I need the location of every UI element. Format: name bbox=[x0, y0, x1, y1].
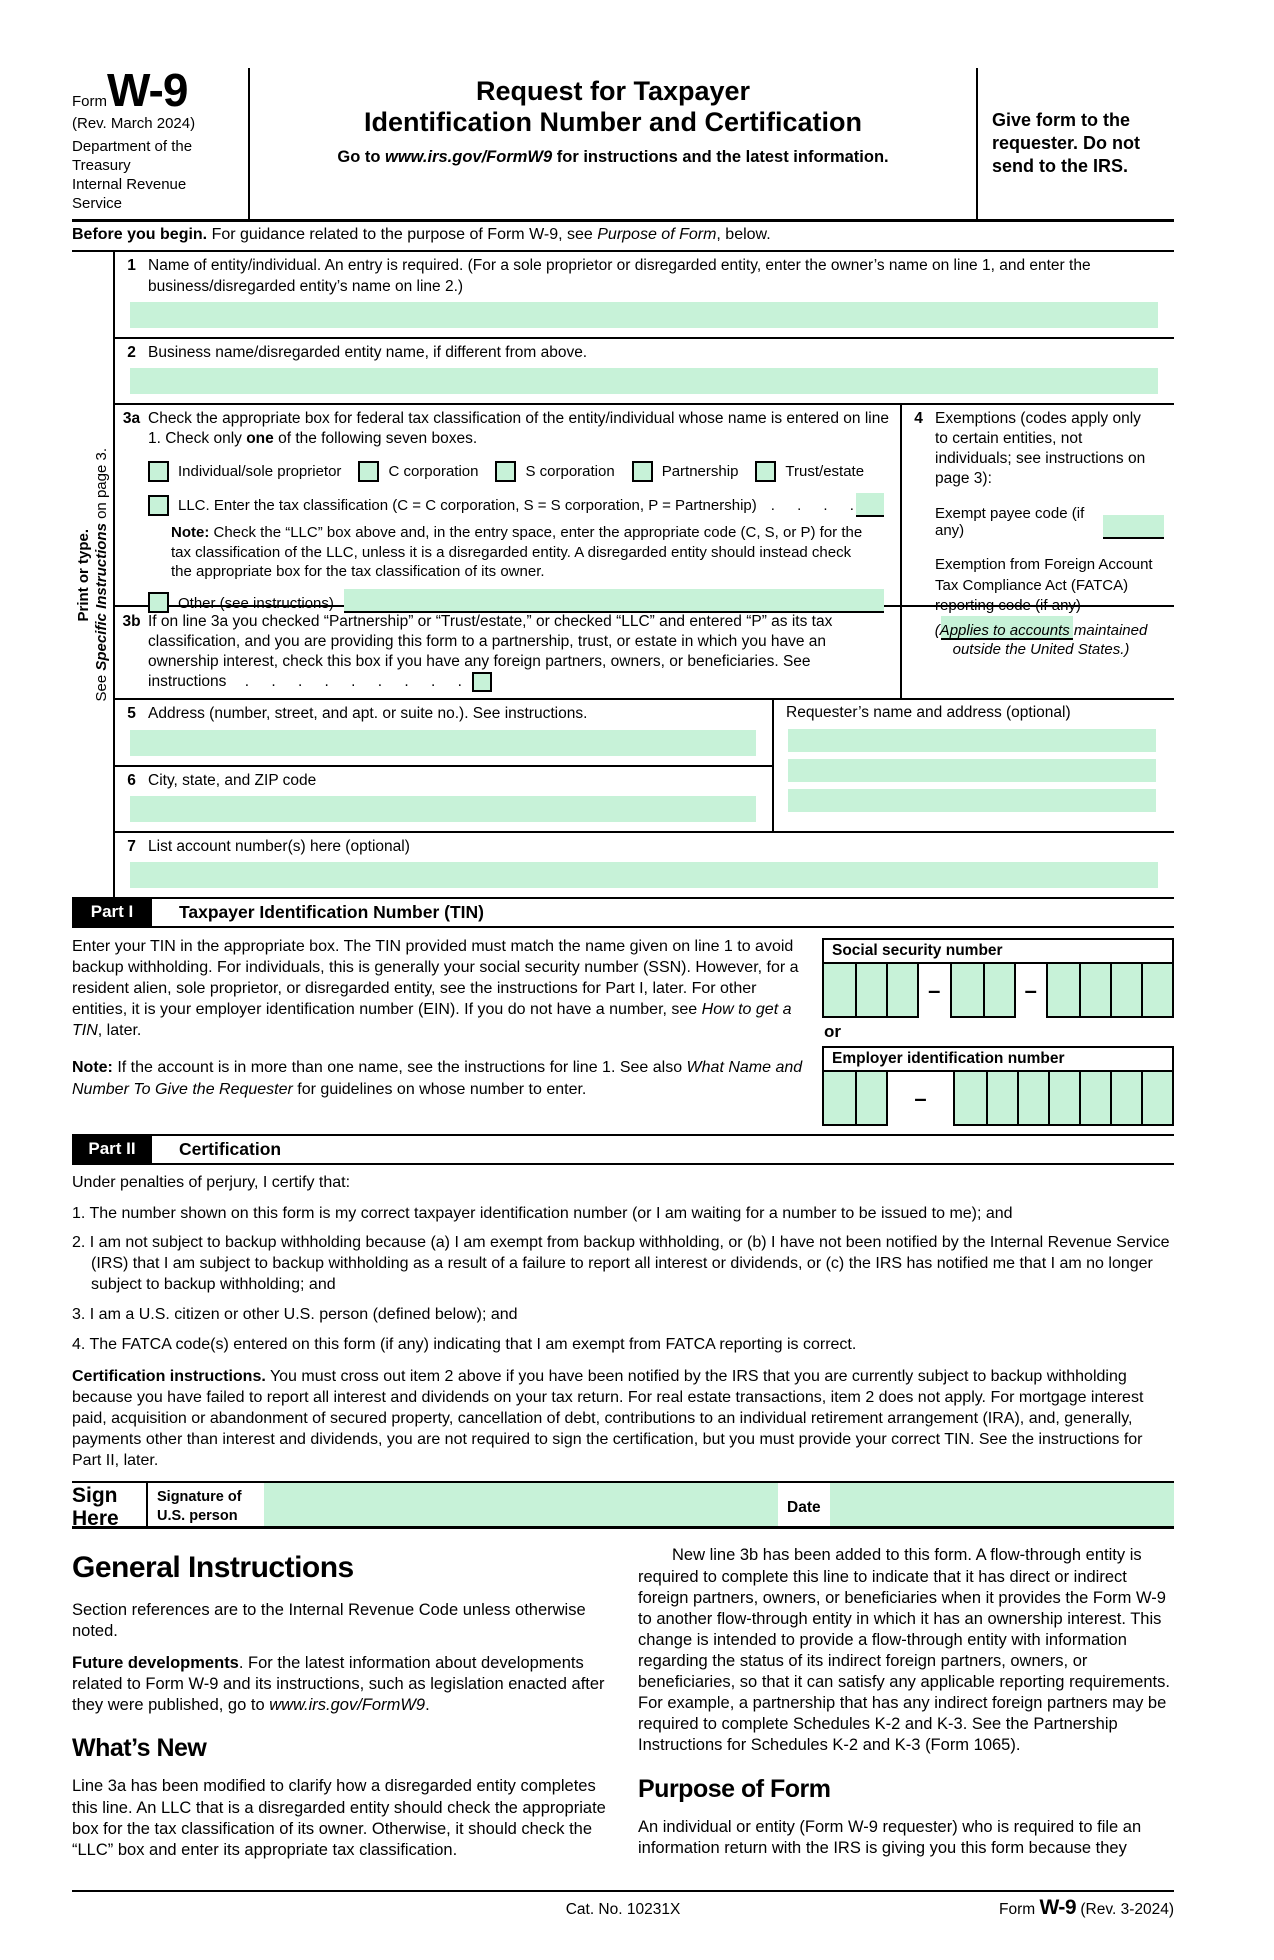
tin-instructions bbox=[72, 936, 808, 1042]
purpose-of-form-text: An individual or entity (Form W-9 requester) who is required to file an information return with the IRS is giving you this form because they bbox=[638, 1817, 1142, 1857]
line5-label: Address (number, street, and apt. or suite no.). See instructions. bbox=[148, 705, 588, 723]
s-corporation-checkbox[interactable] bbox=[495, 461, 516, 482]
footer-form-word: Form bbox=[999, 1900, 1040, 1918]
ssn-cell[interactable] bbox=[824, 964, 855, 1016]
ein-cell[interactable] bbox=[855, 1072, 886, 1124]
ein-cell[interactable] bbox=[1017, 1072, 1048, 1124]
part1-title: Taxpayer Identification Number (TIN) bbox=[179, 901, 484, 922]
line1-number: 1 bbox=[127, 257, 136, 275]
signature-label-line1: Signature of bbox=[157, 1489, 242, 1506]
llc-label: LLC. Enter the tax classification (C = C corporation, S = S corporation, P = Partnership) bbox=[178, 496, 757, 514]
llc-option bbox=[148, 493, 884, 517]
line3a-label-bold: one bbox=[246, 429, 274, 447]
line5-number: 5 bbox=[127, 705, 136, 723]
foreign-partners-checkbox[interactable] bbox=[472, 672, 492, 692]
certification-instructions bbox=[72, 1367, 1174, 1471]
signature-input[interactable] bbox=[264, 1483, 778, 1526]
ssn-cell[interactable] bbox=[952, 964, 983, 1016]
line3a-label-post: of the following seven boxes. bbox=[273, 429, 478, 447]
sign-word: Sign bbox=[72, 1484, 118, 1508]
line3b-label bbox=[148, 612, 900, 693]
sign-here-label bbox=[72, 1483, 148, 1530]
ssn-dash: – bbox=[928, 977, 941, 1003]
tin-note bbox=[72, 1057, 808, 1099]
ein-cells bbox=[822, 1072, 1174, 1126]
general-instructions-title: General Instructions bbox=[72, 1551, 354, 1585]
llc-checkbox[interactable] bbox=[148, 495, 169, 516]
s-corporation-label: S corporation bbox=[525, 463, 615, 481]
instructions-left-column bbox=[72, 1545, 608, 1871]
ein-cell[interactable] bbox=[1141, 1072, 1172, 1124]
exempt-payee-label: Exempt payee code (if any) bbox=[935, 505, 1085, 540]
line4-number: 4 bbox=[914, 409, 923, 427]
date-label: Date bbox=[778, 1483, 830, 1526]
whats-new-text: Line 3a has been modified to clarify how a disregarded entity completes this line. An LLC that is a disregarded entity should check the appropriate box for the tax classification of its owner. Otherwise, it should check the “LLC” box and enter its appropriate tax classification. bbox=[72, 1777, 606, 1859]
line7-label: List account number(s) here (optional) bbox=[148, 837, 410, 855]
exempt-payee-code-input[interactable] bbox=[1103, 515, 1164, 539]
llc-dot-leaders: . . . . bbox=[770, 496, 856, 514]
line2-label: Business name/disregarded entity name, if different from above. bbox=[148, 343, 588, 361]
ssn-cell[interactable] bbox=[855, 964, 886, 1016]
line3b-block bbox=[115, 607, 900, 699]
signature-label bbox=[148, 1483, 264, 1526]
business-name-input[interactable] bbox=[130, 368, 1158, 394]
tin-instructions-pre: Enter your TIN in the appropriate box. The TIN provided must match the name given on line 1 to avoid backup withholding. For individuals, this is generally your social security number (SSN). However, for a resident alien, sole proprietor, or disregarded entity, see the instructions for Part I, later. For other entities, it is your employer identification number (EIN). If you do not have a number, see bbox=[72, 937, 799, 1019]
form-id-block bbox=[72, 64, 250, 219]
future-developments-bold: Future developments bbox=[72, 1654, 239, 1673]
ssn-cell[interactable] bbox=[1110, 964, 1141, 1016]
fatca-label: Exemption from Foreign Account Tax Compliance Act (FATCA) reporting code (if any) bbox=[935, 556, 1153, 614]
footer-form-number: W-9 bbox=[1039, 1895, 1077, 1919]
whats-new-title: What’s New bbox=[72, 1734, 207, 1763]
tin-note-bold: Note: bbox=[72, 1059, 113, 1077]
tin-note-post: for guidelines on whose number to enter. bbox=[292, 1080, 587, 1098]
tin-instructions-italic: How to get a TIN bbox=[72, 1001, 792, 1040]
partnership-label: Partnership bbox=[661, 463, 739, 481]
certification-item-3: 3. I am a U.S. citizen or other U.S. person (defined below); and bbox=[72, 1305, 518, 1323]
goto-pre: Go to bbox=[337, 148, 386, 167]
line5-6-section bbox=[115, 700, 1174, 832]
form-title-block bbox=[250, 68, 976, 219]
individual-checkbox[interactable] bbox=[148, 461, 169, 482]
form-revision: (Rev. March 2024) bbox=[72, 115, 196, 133]
tin-instructions-post: , later. bbox=[97, 1022, 142, 1040]
form-body bbox=[72, 252, 1174, 899]
part1-header bbox=[72, 899, 1174, 928]
side-italic: Specific Instructions bbox=[92, 522, 110, 671]
ssn-cells bbox=[822, 964, 1174, 1018]
name-input[interactable] bbox=[130, 302, 1158, 328]
footer bbox=[72, 1892, 1174, 1920]
llc-note-bold: Note: bbox=[171, 524, 210, 542]
ein-cell[interactable] bbox=[1048, 1072, 1079, 1124]
ein-cell[interactable] bbox=[824, 1072, 855, 1124]
ssn-cell[interactable] bbox=[886, 964, 917, 1016]
sign-here-section bbox=[72, 1481, 1174, 1529]
account-numbers-input[interactable] bbox=[130, 862, 1158, 888]
line6-row bbox=[115, 767, 772, 831]
ein-cell[interactable] bbox=[955, 1072, 986, 1124]
general-instructions-section bbox=[72, 1545, 1174, 1871]
ssn-cell[interactable] bbox=[1079, 964, 1110, 1016]
tin-note-italic: What Name and Number To Give the Requester bbox=[72, 1059, 803, 1098]
option-individual bbox=[148, 461, 341, 482]
llc-note-text: Check the “LLC” box above and, in the entry space, enter the appropriate code (C, S, or P) for the tax classification of the LLC, unless it is a disregarded entity. A disregarded entity should instead check the appropriate box for the tax classification of its owner. bbox=[171, 524, 863, 581]
certification-intro: Under penalties of perjury, I certify that: bbox=[72, 1173, 351, 1191]
applies-note: (Applies to accounts maintained outside the United States.) bbox=[934, 621, 1148, 659]
line3b-number: 3b bbox=[122, 612, 141, 630]
llc-classification-input[interactable] bbox=[856, 493, 884, 517]
city-state-zip-input[interactable] bbox=[130, 796, 756, 822]
future-developments-post: . bbox=[425, 1696, 430, 1715]
side-pre: See bbox=[92, 670, 110, 702]
requester-input-2[interactable] bbox=[788, 759, 1156, 782]
date-input[interactable] bbox=[830, 1483, 1174, 1526]
footer-form-rev: (Rev. 3-2024) bbox=[1076, 1900, 1175, 1918]
trust-estate-label: Trust/estate bbox=[785, 463, 865, 481]
ein-dash: – bbox=[914, 1085, 927, 1111]
ssn-cell[interactable] bbox=[1141, 964, 1172, 1016]
line3b-new-text: New line 3b has been added to this form. A flow-through entity is required to complete this line to indicate that it has direct or indirect foreign partners, owners, or beneficiaries when it provides the Form W-9 to another flow-through entity in which it has an ownership interest. This change is intended to provide a flow-through entity with information regarding the status of its indirect foreign partners, owners, or beneficiaries, so that it can satisfy any applicable reporting requirements. For example, a partnership that has any indirect foreign partners may be required to complete Schedules K-2 and K-3. See the Partnership Instructions for Schedules K-2 and K-3 (Form 1065). bbox=[638, 1546, 1170, 1755]
trust-estate-checkbox[interactable] bbox=[755, 461, 776, 482]
requester-input-3[interactable] bbox=[788, 789, 1156, 812]
before-you-begin bbox=[72, 222, 1174, 252]
c-corporation-label: C corporation bbox=[388, 463, 479, 481]
goto-instruction bbox=[264, 148, 962, 167]
form-title-line1: Request for Taxpayer bbox=[475, 76, 751, 106]
c-corporation-checkbox[interactable] bbox=[358, 461, 379, 482]
part2-title: Certification bbox=[179, 1138, 282, 1159]
goto-url: www.irs.gov/FormW9 bbox=[385, 148, 553, 167]
line3a-number: 3a bbox=[122, 409, 141, 427]
form-number: W-9 bbox=[107, 64, 188, 116]
give-form-text: Give form to the requester. Do not send to the IRS. bbox=[992, 109, 1141, 177]
line2-number: 2 bbox=[127, 343, 136, 361]
before-italic: Purpose of Form bbox=[597, 226, 717, 244]
before-pre: For guidance related to the purpose of Form W-9, see bbox=[207, 226, 598, 244]
option-s-corporation bbox=[495, 461, 614, 482]
line3a-block bbox=[115, 405, 900, 612]
llc-note bbox=[171, 523, 870, 582]
line3b-text: If on line 3a you checked “Partnership” or “Trust/estate,” or checked “LLC” and entered “P” as its tax classification, and you are providing this form to a partnership, trust, or estate in which you have an ownership interest, check this box if you have any foreign partners, owners, or beneficiaries. See instructions bbox=[148, 612, 833, 691]
signature-label-line2: U.S. person bbox=[157, 1508, 238, 1525]
agency-irs: Internal Revenue Service bbox=[72, 175, 187, 212]
line1-label: Name of entity/individual. An entry is required. (For a sole proprietor or disregarded entity, enter the owner’s name on line 1, and enter the business/disregarded entity’s name on line 2.) bbox=[148, 257, 1091, 295]
requester-block bbox=[772, 700, 1174, 830]
line3b-dot-leaders: . . . . . . . . . bbox=[244, 673, 464, 691]
other-label: Other (see instructions) bbox=[178, 594, 334, 612]
line7-number: 7 bbox=[127, 837, 136, 855]
option-partnership bbox=[632, 461, 739, 482]
ssn-cell[interactable] bbox=[983, 964, 1014, 1016]
tin-note-pre: If the account is in more than one name, see the instructions for line 1. See also bbox=[112, 1059, 687, 1077]
catalog-number: Cat. No. 10231X bbox=[565, 1900, 681, 1918]
certification-instructions-text: You must cross out item 2 above if you have been notified by the IRS that you are currently subject to backup withholding because you have failed to report all interest and dividends on your tax return. For real estate transactions, item 2 does not apply. For mortgage interest paid, acquisition or abandonment of secured property, cancellation of debt, contributions to an individual retirement arrangement (IRA), and, generally, payments other than interest and dividends, you are not required to sign the certification, but you must provide your correct TIN. See the instructions for Part II, later. bbox=[72, 1368, 1144, 1469]
form-title-line2: Identification Number and Certification bbox=[363, 107, 863, 138]
line7-row bbox=[115, 833, 1174, 888]
ssn-label: Social security number bbox=[822, 938, 1174, 964]
future-developments-text bbox=[72, 1653, 608, 1716]
footer-form-id bbox=[680, 1896, 1174, 1920]
here-word: Here bbox=[72, 1506, 119, 1530]
requester-label: Requester’s name and address (optional) bbox=[786, 704, 1071, 722]
ssn-dash2: – bbox=[1024, 977, 1037, 1003]
ein-cell[interactable] bbox=[1110, 1072, 1141, 1124]
line5-row bbox=[115, 700, 772, 766]
line4-label: Exemptions (codes apply only to certain entities, not individuals; see instructions on page 3): bbox=[935, 409, 1146, 488]
address-input[interactable] bbox=[130, 730, 756, 756]
option-trust-estate bbox=[755, 461, 864, 482]
certification-item-2: 2. I am not subject to backup withholding because (a) I am exempt from backup withholding, or (b) I have not been notified by the Internal Revenue Service (IRS) that I am subject to backup withholding as a result of a failure to report all interest or dividends, or (c) the IRS has notified me that I am no longer subject to backup withholding; and bbox=[72, 1234, 1170, 1294]
certification-item-1: 1. The number shown on this form is my correct taxpayer identification number (or I am waiting for a number to be issued to me); and bbox=[72, 1204, 1013, 1222]
dept-treasury: Department of the Treasury bbox=[72, 138, 193, 175]
ein-label: Employer identification number bbox=[822, 1046, 1174, 1072]
part1-body bbox=[72, 928, 1174, 1134]
purpose-of-form-title: Purpose of Form bbox=[638, 1774, 831, 1803]
certification-instructions-bold: Certification instructions. bbox=[72, 1368, 266, 1386]
before-post: , below. bbox=[716, 226, 771, 244]
ein-cell[interactable] bbox=[986, 1072, 1017, 1124]
give-form-block bbox=[976, 68, 1174, 219]
side-post: on page 3. bbox=[92, 447, 110, 523]
future-developments-url: www.irs.gov/FormW9 bbox=[269, 1696, 426, 1715]
partnership-checkbox[interactable] bbox=[632, 461, 653, 482]
line3-4-section bbox=[115, 405, 1174, 701]
side-bold: Print or type. bbox=[74, 528, 92, 621]
ein-cell[interactable] bbox=[1079, 1072, 1110, 1124]
certification-item-4: 4. The FATCA code(s) entered on this form (if any) indicating that I am exempt from FATCA reporting is correct. bbox=[72, 1335, 857, 1353]
line3a-label-pre: Check the appropriate box for federal tax classification of the entity/individual whose name is entered on line 1. Check only bbox=[148, 409, 889, 447]
individual-label: Individual/sole proprietor bbox=[178, 463, 342, 481]
line6-label: City, state, and ZIP code bbox=[148, 771, 317, 789]
part2-body bbox=[72, 1165, 1174, 1472]
ssn-cell[interactable] bbox=[1048, 964, 1079, 1016]
section-references-text: Section references are to the Internal Revenue Code unless otherwise noted. bbox=[72, 1600, 586, 1640]
future-developments-pre: . For the latest information about developments related to Form W-9 and its instructions, such as legislation enacted after they were published, go to bbox=[72, 1654, 605, 1715]
part2-header bbox=[72, 1134, 1174, 1165]
before-bold: Before you begin. bbox=[72, 226, 208, 244]
option-c-corporation bbox=[358, 461, 478, 482]
instructions-right-column bbox=[638, 1545, 1174, 1871]
form-word: Form bbox=[72, 93, 107, 110]
exempt-payee-row bbox=[935, 505, 1164, 539]
requester-input-1[interactable] bbox=[788, 729, 1156, 752]
line2-row bbox=[115, 339, 1174, 405]
part1-badge: Part I bbox=[72, 899, 152, 926]
print-or-type-label bbox=[72, 252, 113, 897]
classification-options bbox=[148, 461, 900, 482]
goto-post: for instructions and the latest information. bbox=[552, 148, 889, 167]
part2-badge: Part II bbox=[72, 1136, 152, 1163]
tin-panel bbox=[822, 936, 1174, 1126]
line4-block bbox=[902, 405, 1174, 614]
line3a-label bbox=[148, 409, 900, 449]
line1-row bbox=[115, 252, 1174, 338]
or-label: or bbox=[824, 1021, 841, 1041]
form-header bbox=[72, 64, 1174, 222]
line6-number: 6 bbox=[127, 771, 136, 789]
